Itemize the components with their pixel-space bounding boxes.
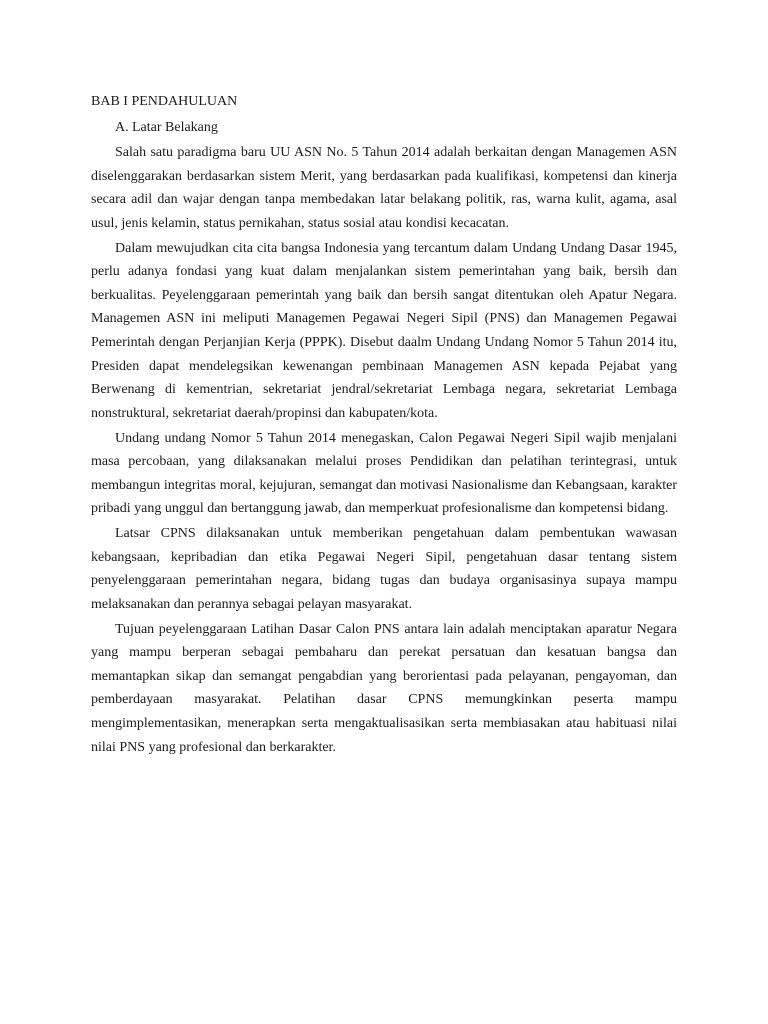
section-marker: A. [115,120,129,135]
paragraph-2: Dalam mewujudkan cita cita bangsa Indonesia yang tercantum dalam Undang Undang Dasar 1945, perlu adanya fondasi yang kuat dalam menjalankan sistem pemerintahan yang baik, bersih dan berkualitas. Peyelenggaraan pemerintah yang baik dan bersih sangat ditentukan oleh Apatur Negara. Managemen ASN ini meliputi Managemen Pegawai Negeri Sipil (PNS) dan Managemen Pegawai Pemerintah dengan Perjanjian Kerja (PPPK). Disebut daalm Undang Undang Nomor 5 Tahun 2014 itu, Presiden dapat mendelegsikan kewenangan pembinaan Managemen ASN kepada Pejabat yang Berwenang di kementrian, sekretariat jendral/sekretariat Lembaga negara, sekretariat Lembaga nonstruktural, sekretariat daerah/propinsi dan kabupaten/kota. [91,240,677,421]
document-body [91,89,677,759]
paragraph-1: Salah satu paradigma baru UU ASN No. 5 Tahun 2014 adalah berkaitan dengan Managemen ASN diselenggarakan berdasarkan sistem Merit, yang berdasarkan pada kualifikasi, kompetensi dan kinerja secara adil dan wajar dengan tanpa membedakan latar belakang politik, ras, warna kulit, agama, asal usul, jenis kelamin, status pernikahan, status sosial atau kondisi kecacatan. [91,145,677,231]
section-heading [91,115,677,141]
paragraph-5: Tujuan peyelenggaraan Latihan Dasar Calon PNS antara lain adalah menciptakan aparatur Negara yang mampu berperan sebagai pembaharu dan perekat persatuan dan kesatuan bangsa dan memantapkan sikap dan semangat pengabdian yang berorientasi pada pelayanan, pengayoman, dan pemberdayaan masyarakat. Pelatihan dasar CPNS memungkinkan peserta mampu mengimplementasikan, menerapkan serta mengaktualisasikan serta membiasakan atau habituasi nilai nilai PNS yang profesional dan berkarakter. [91,621,677,755]
paragraph-3: Undang undang Nomor 5 Tahun 2014 menegaskan, Calon Pegawai Negeri Sipil wajib menjalani masa percobaan, yang dilaksanakan melalui proses Pendidikan dan pelatihan terintegrasi, untuk membangun integritas moral, kejujuran, semangat dan motivasi Nasionalisme dan Kebangsaan, karakter pribadi yang unggul dan bertanggung jawab, dan memperkuat profesionalisme dan kompetensi bidang. [91,430,677,517]
chapter-title: BAB I PENDAHULUAN [91,94,238,109]
section-title: Latar Belakang [132,120,218,135]
paragraph-4: Latsar CPNS dilaksanakan untuk memberikan pengetahuan dalam pembentukan wawasan kebangsaan, kepribadian dan etika Pegawai Negeri Sipil, pengetahuan dasar tentang sistem penyelenggaraan pemerintahan negara, bidang tugas dan budaya organisasinya supaya mampu melaksanakan dan perannya sebagai pelayan masyarakat. [91,526,677,612]
